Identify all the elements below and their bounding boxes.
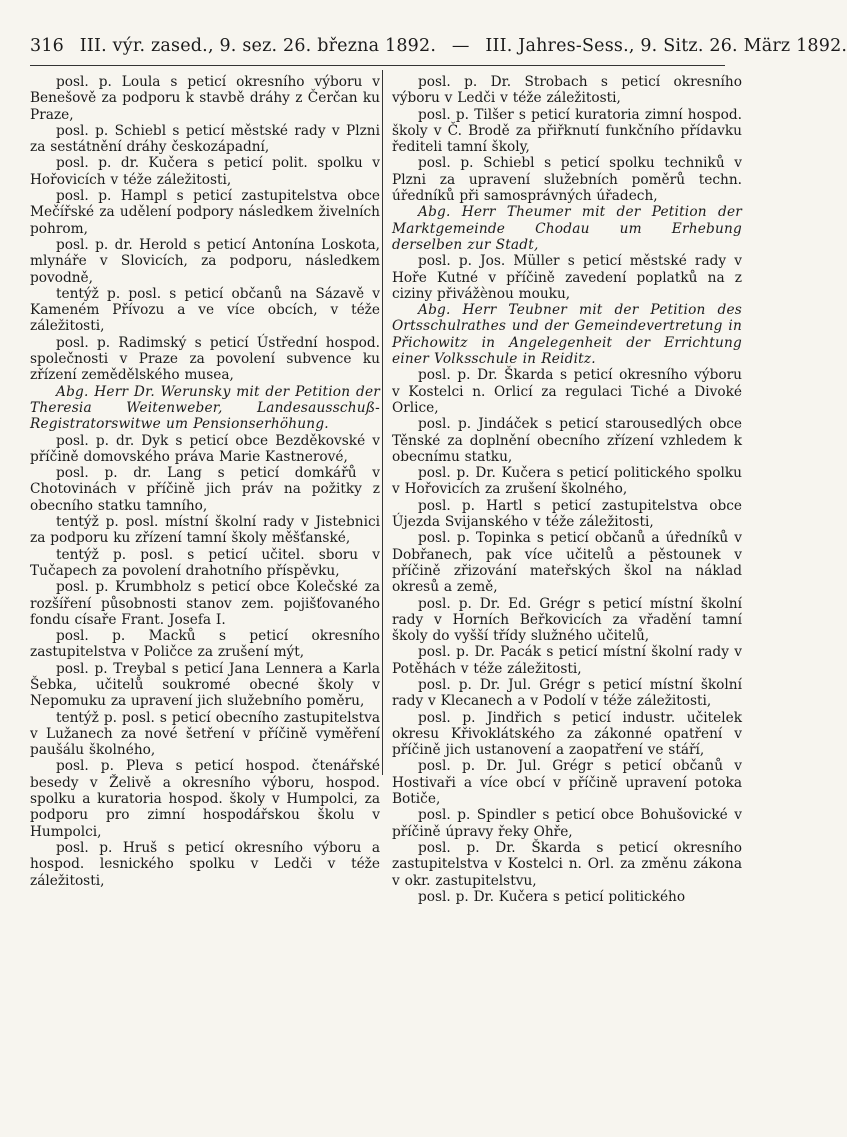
petition-entry: Abg. Herr Teubner mit der Petition des Ortsschulrathes und der Gemeindevertretung in Přichowitz in Angelegenheit der Errichtung einer Volksschule in Reiditz. xyxy=(392,302,742,368)
petition-entry: posl. p. Dr. Ed. Grégr s peticí místní školní rady v Horních Beřkovicích za vřadění tamní školy do vyšší třídy služného učitelů, xyxy=(392,595,742,645)
petition-entry: tentýž p. posl. místní školní rady v Jistebnici za podporu ku zřízení tamní školy měšťanské, xyxy=(30,514,380,547)
petition-entry: posl. p. Dr. Kučera s peticí politického spolku v Hořovicích za zrušení školného, xyxy=(392,465,742,498)
right-column xyxy=(392,74,742,905)
petition-entry: posl. p. Krumbholz s peticí obce Kolečské za rozšíření působnosti stanov zem. pojišťovaného fondu císaře Frant. Josefa I. xyxy=(30,579,380,628)
petition-entry: posl. p. Hruš s peticí okresního výboru a hospod. lesnického spolku v Ledči v téže záležitosti, xyxy=(30,839,380,889)
left-column xyxy=(30,74,380,889)
german-session-title: III. Jahres-Sess., 9. Sitz. 26. März 1892. xyxy=(485,36,847,56)
petition-entry: tentýž p. posl. s peticí občanů na Sázavě v Kameném Přívozu a ve více obcích, v téže záležitosti, xyxy=(30,285,380,335)
petition-entry: posl. p. Schiebl s peticí městské rady v Plzni za sestátnění dráhy českozápadní, xyxy=(30,122,380,156)
petition-entry: Abg. Herr Dr. Werunsky mit der Petition der Theresia Weitenweber, Landesausschuß-Registratorswitwe um Pensionserhöhung. xyxy=(30,383,380,433)
petition-entry: posl. p. Dr. Jul. Grégr s peticí občanů v Hostivaři a více obcí v příčině upravení potoka Botiče, xyxy=(392,758,742,808)
petition-entry: posl. p. Treybal s peticí Jana Lennera a Karla Šebka, učitelů soukromé obecné školy v Nepomuku za upravení jich služebního poměru, xyxy=(30,660,380,710)
petition-entry: posl. p. Jindřich s peticí industr. učitelek okresu Křivoklátského za zákonné opatření v příčině jich ustanovení a zaopatření ve stáří, xyxy=(392,709,742,759)
petition-entry: posl. p. dr. Lang s peticí domkářů v Chotovinách v příčině jich práv na požitky z obecního statku tamního, xyxy=(30,465,380,514)
petition-entry: posl. p. Dr. Kučera s peticí politického xyxy=(418,888,686,905)
petition-entry: posl. p. dr. Herold s peticí Antonína Loskota, mlynáře v Slovicích, za podporu, následkem povodně, xyxy=(30,236,380,286)
header-rule xyxy=(30,65,725,66)
petition-entry: posl. p. dr. Dyk s peticí obce Bezděkovské v příčině domovského práva Marie Kastnerové, xyxy=(30,432,380,465)
petition-entry: posl. p. Dr. Škarda s peticí okresního zastupitelstva v Kostelci n. Orl. za změnu zákona v okr. zastupitelstvu, xyxy=(392,839,742,889)
petition-entry: posl. p. Jos. Müller s peticí městské rady v Hoře Kutné v příčině zavedení poplatků na z ciziny přivážènou mouku, xyxy=(392,253,742,302)
petition-entry: posl. p. Dr. Pacák s peticí místní školní rady v Potěhách v téže záležitosti, xyxy=(392,644,742,677)
petition-entry: posl. p. Macků s peticí okresního zastupitelstva v Poličce za zrušení mýt, xyxy=(30,628,380,661)
petition-entry: posl. p. Radimský s peticí Ústřední hospod. společnosti v Praze za povolení subvence ku zřízení zemědělského musea, xyxy=(30,334,380,384)
petition-entry: posl. p. Hampl s peticí zastupitelstva obce Mečířské za udělení podpory následkem živelních pohrom, xyxy=(30,188,380,237)
petition-entry: posl. p. Dr. Strobach s peticí okresního výboru v Ledči v téže záležitosti, xyxy=(392,74,742,107)
petition-entry: posl. p. Dr. Jul. Grégr s peticí místní školní rady v Klecanech a v Podolí v téže záležitosti, xyxy=(392,676,742,710)
page-header xyxy=(30,36,847,60)
petition-entry: posl. p. Pleva s peticí hospod. čtenářské besedy v Želivě a okresního výboru, hospod. spolku a kuratoria hospod. školy v Humpolci, za podporu pro zimní hospodářskou školu v Humpolci, xyxy=(30,758,380,840)
petition-entry: tentýž p. posl. s peticí učitel. sboru v Tučapech za povolení drahotního příspěvku, xyxy=(30,546,380,579)
petition-entry: posl. p. Jindáček s peticí starousedlých obce Těnské za doplnění obecního zřízení vzhledem k obecnímu statku, xyxy=(392,416,742,465)
petition-entry: posl. p. Schiebl s peticí spolku techniků v Plzni za upravení služebních poměrů techn. úředníků při samosprávných úřadech, xyxy=(392,155,742,205)
petition-entry: posl. p. dr. Kučera s peticí polit. spolku v Hořovicích v téže záležitosti, xyxy=(30,155,380,188)
petition-entry: posl. p. Loula s peticí okresního výboru v Benešově za podporu k stavbě dráhy z Čerčan ku Praze, xyxy=(30,74,380,123)
petition-entry: posl. p. Spindler s peticí obce Bohušovické v příčině úpravy řeky Ohře, xyxy=(392,807,742,840)
page-number: 316 xyxy=(30,36,65,56)
petition-entry: Abg. Herr Theumer mit der Petition der Marktgemeinde Chodau um Erhebung derselben zur Stadt, xyxy=(392,204,742,253)
petition-entry: posl. p. Hartl s peticí zastupitelstva obce Újezda Svijanského v téže záležitosti, xyxy=(392,497,742,531)
petition-entry: tentýž p. posl. s peticí obecního zastupitelstva v Lužanech za nové šetření v příčině vyměření paušálu školného, xyxy=(30,709,380,759)
column-divider xyxy=(382,70,383,775)
czech-session-title: III. výr. zased., 9. sez. 26. března 1892. xyxy=(79,36,437,56)
petition-entry: posl. p. Tilšer s peticí kuratoria zimní hospod. školy v Č. Brodě za přiřknutí funkčního přídavku řediteli tamní školy, xyxy=(392,106,742,156)
petition-entry: posl. p. Topinka s peticí občanů a úředníků v Dobřanech, pak více učitelů a pěstounek v příčině zřizování mateřských škol na náklad okresů a země, xyxy=(392,530,742,596)
header-dash: — xyxy=(451,36,470,56)
petition-entry: posl. p. Dr. Škarda s peticí okresního výboru v Kostelci n. Orlicí za regulaci Tiché a Divoké Orlice, xyxy=(392,367,742,416)
